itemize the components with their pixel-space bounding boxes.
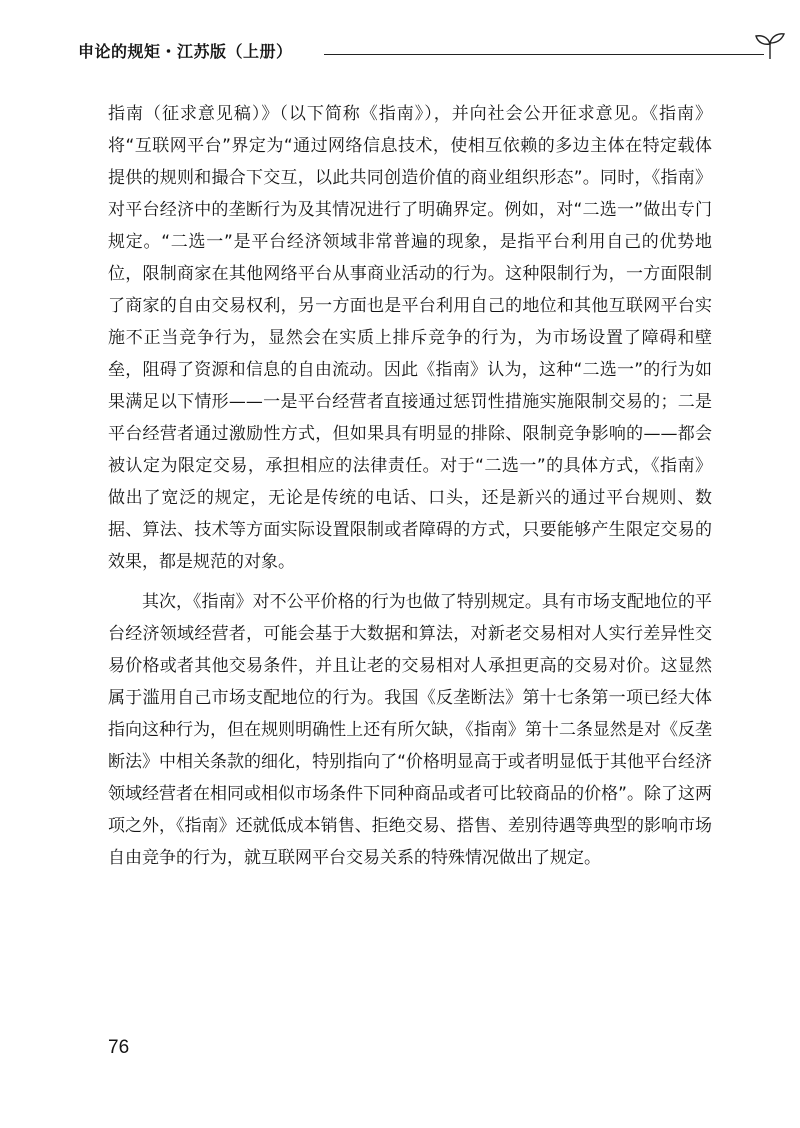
running-header [78,40,718,64]
header-rule [324,54,764,55]
paragraph: 指南（征求意见稿）》（以下简称《指南》），并向社会公开征求意见。《指南》将“互联网平台”界定为“通过网络信息技术，使相互依赖的多边主体在特定载体提供的规则和撮合下交互，以此共同创造价值的商业组织形态”。同时，《指南》对平台经济中的垄断行为及其情况进行了明确界定。例如，对“二选一”做出专门规定。“二选一”是平台经济领域非常普遍的现象，是指平台利用自己的优势地位，限制商家在其他网络平台从事商业活动的行为。这种限制行为，一方面限制了商家的自由交易权利，另一方面也是平台利用自己的地位和其他互联网平台实施不正当竞争行为，显然会在实质上排斥竞争的行为，为市场设置了障碍和壁垒，阻碍了资源和信息的自由流动。因此《指南》认为，这种“二选一”的行为如果满足以下情形——一是平台经营者直接通过惩罚性措施实施限制交易的；二是平台经营者通过激励性方式，但如果具有明显的排除、限制竞争影响的——都会被认定为限定交易，承担相应的法律责任。对于“二选一”的具体方式，《指南》做出了宽泛的规定，无论是传统的电话、口头，还是新兴的通过平台规则、数据、算法、技术等方面实际设置限制或者障碍的方式，只要能够产生限定交易的效果，都是规范的对象。 [108,104,712,572]
sprout-icon [750,32,790,60]
paragraph: 其次，《指南》对不公平价格的行为也做了特别规定。具有市场支配地位的平台经济领域经营者，可能会基于大数据和算法，对新老交易相对人实行差异性交易价格或者其他交易条件，并且让老的交易相对人承担更高的交易对价。这显然属于滥用自己市场支配地位的行为。我国《反垄断法》第十七条第一项已经大体指向这种行为，但在规则明确性上还有所欠缺，《指南》第十二条显然是对《反垄断法》中相关条款的细化，特别指向了“价格明显高于或者明显低于其他平台经济领域经营者在相同或相似市场条件下同种商品或者可比较商品的价格”。除了这两项之外，《指南》还就低成本销售、拒绝交易、搭售、差别待遇等典型的影响市场自由竞争的行为，就互联网平台交易关系的特殊情况做出了规定。 [108,592,712,868]
body-text [108,98,712,874]
page-number: 76 [108,1037,130,1058]
book-title: 申论的规矩・江苏版（上册） [78,42,293,61]
